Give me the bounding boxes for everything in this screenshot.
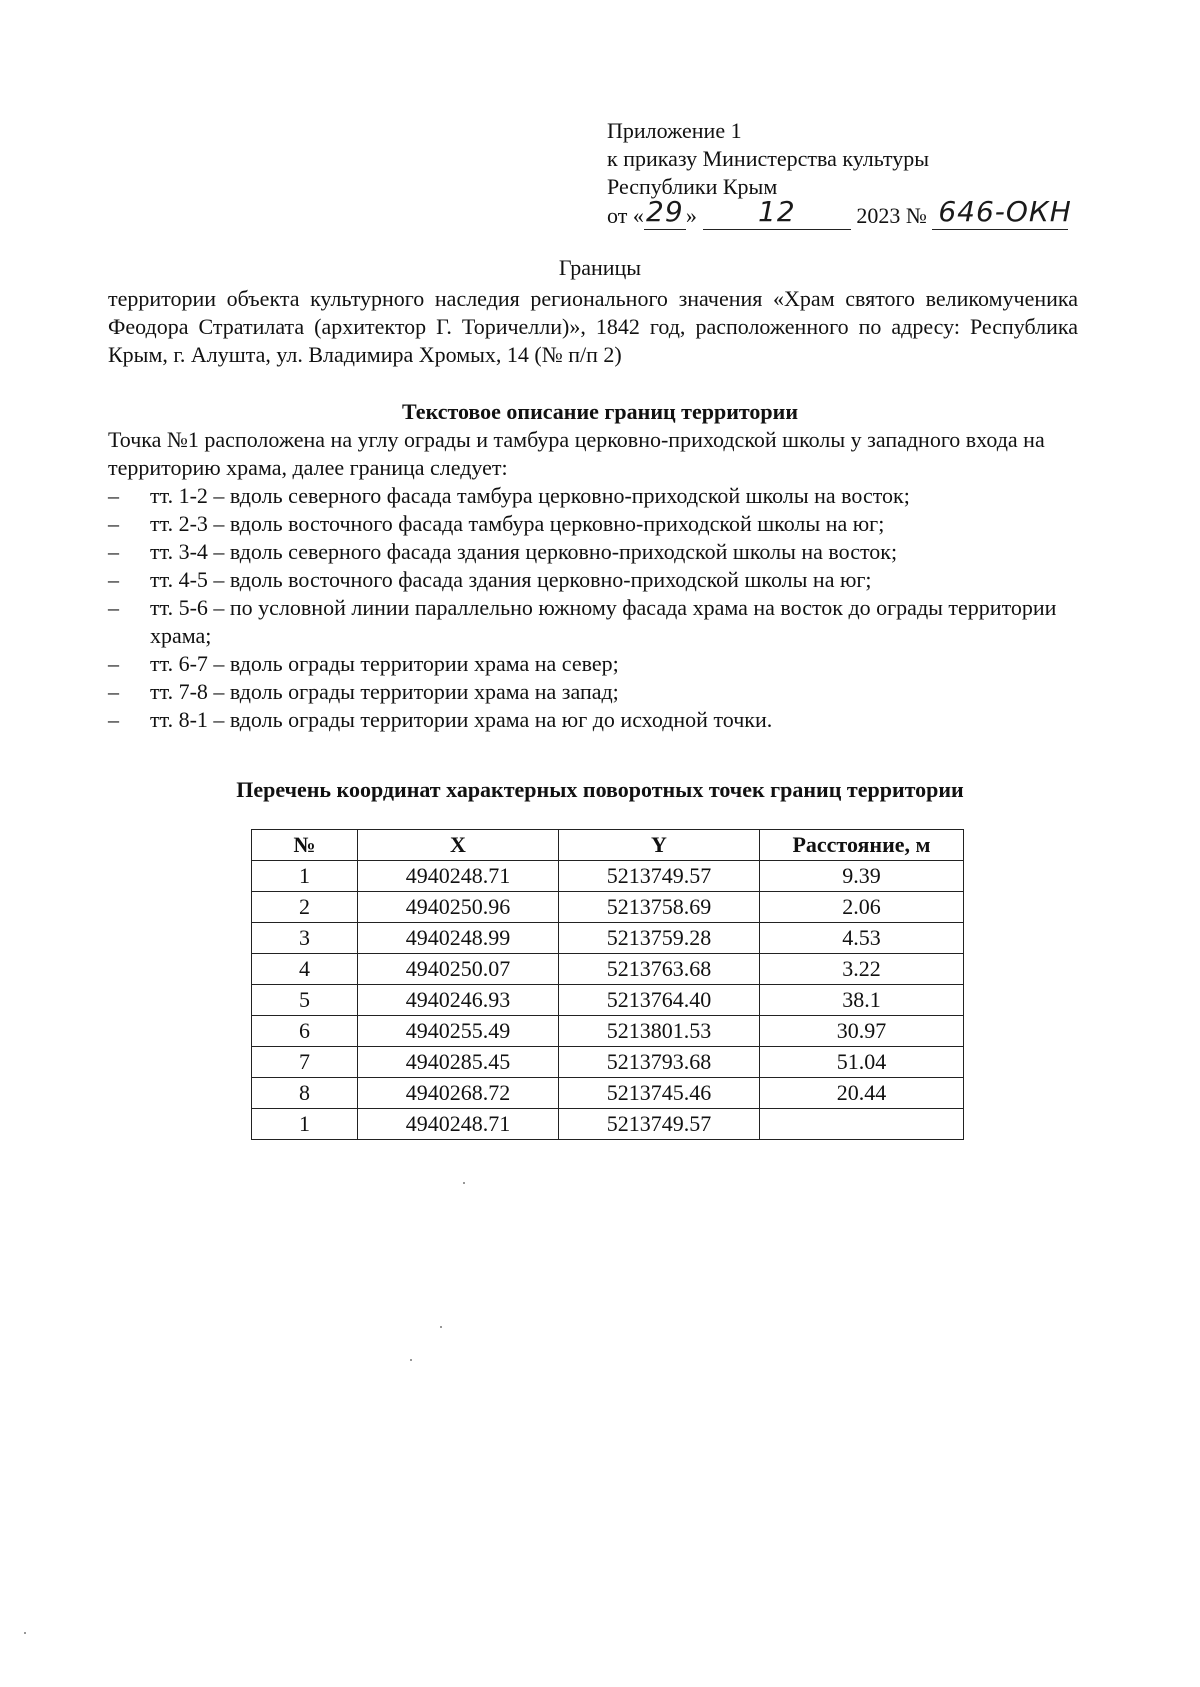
cell-x: 4940250.96 — [358, 892, 559, 923]
cell-number: 1 — [252, 1109, 358, 1140]
coordinates-table — [251, 829, 964, 1140]
table-row — [252, 1078, 964, 1109]
cell-distance: 38.1 — [760, 985, 964, 1016]
cell-y: 5213759.28 — [559, 923, 760, 954]
date-day: 29 — [644, 201, 686, 230]
column-header-y: Y — [559, 830, 760, 861]
dash-marker: – — [108, 567, 119, 592]
cell-x: 4940248.99 — [358, 923, 559, 954]
cell-distance: 9.39 — [760, 861, 964, 892]
list-item — [108, 566, 1078, 594]
segment-text: тт. 1-2 – вдоль северного фасада тамбура церковно-приходской школы на восток; — [150, 483, 910, 508]
cell-x: 4940285.45 — [358, 1047, 559, 1078]
cell-y: 5213801.53 — [559, 1016, 760, 1047]
scan-speck — [24, 1632, 26, 1634]
dash-marker: – — [108, 707, 119, 732]
cell-y: 5213749.57 — [559, 1109, 760, 1140]
cell-x: 4940248.71 — [358, 1109, 559, 1140]
coordinates-heading: Перечень координат характерных поворотных точек границ территории — [236, 777, 964, 802]
cell-y: 5213758.69 — [559, 892, 760, 923]
column-header-number: № — [252, 830, 358, 861]
scan-speck — [410, 1359, 412, 1361]
date-month: 12 — [703, 201, 851, 230]
column-header-distance: Расстояние, м — [760, 830, 964, 861]
list-item — [108, 538, 1078, 566]
cell-distance: 3.22 — [760, 954, 964, 985]
table-row — [252, 985, 964, 1016]
list-item — [108, 510, 1078, 538]
list-item — [108, 482, 1078, 510]
cell-x: 4940246.93 — [358, 985, 559, 1016]
cell-number: 4 — [252, 954, 358, 985]
text-description-heading: Текстовое описание границ территории — [401, 399, 799, 424]
segment-text: тт. 4-5 – вдоль восточного фасада здания церковно-приходской школы на юг; — [150, 567, 872, 592]
date-year: 2023 № — [856, 203, 927, 228]
cell-distance: 30.97 — [760, 1016, 964, 1047]
table-row — [252, 1047, 964, 1078]
cell-distance: 20.44 — [760, 1078, 964, 1109]
boundary-intro: Точка №1 расположена на углу ограды и тамбура церковно-приходской школы у западного входа на территорию храма, далее граница следует: — [108, 427, 1045, 480]
segment-text: тт. 6-7 – вдоль ограды территории храма на север; — [150, 651, 619, 676]
segment-text: тт. 7-8 – вдоль ограды территории храма на запад; — [150, 679, 619, 704]
appendix-label: Приложение 1 — [607, 118, 742, 143]
cell-x: 4940250.07 — [358, 954, 559, 985]
table-row — [252, 892, 964, 923]
list-item — [108, 678, 1078, 706]
republic-name: Республики Крым — [607, 174, 778, 199]
cell-distance: 2.06 — [760, 892, 964, 923]
table-row — [252, 1109, 964, 1140]
cell-number: 6 — [252, 1016, 358, 1047]
cell-number: 3 — [252, 923, 358, 954]
order-reference: к приказу Министерства культуры — [607, 146, 930, 171]
cell-x: 4940268.72 — [358, 1078, 559, 1109]
cell-y: 5213745.46 — [559, 1078, 760, 1109]
boundary-segments-list — [108, 482, 1078, 734]
table-row — [252, 923, 964, 954]
scan-speck — [440, 1326, 442, 1328]
segment-text: тт. 2-3 – вдоль восточного фасада тамбура церковно-приходской школы на юг; — [150, 511, 885, 536]
date-prefix: от « — [607, 203, 644, 228]
order-date-line — [607, 195, 1107, 230]
dash-marker: – — [108, 595, 119, 620]
list-item — [108, 650, 1078, 678]
dash-marker: – — [108, 483, 119, 508]
dash-marker: – — [108, 651, 119, 676]
segment-text: тт. 3-4 – вдоль северного фасада здания церковно-приходской школы на восток; — [150, 539, 898, 564]
date-mid: » — [685, 203, 697, 228]
dash-marker: – — [108, 539, 119, 564]
list-item — [108, 594, 1078, 650]
column-header-x: X — [358, 830, 559, 861]
cell-number: 7 — [252, 1047, 358, 1078]
table-header-row — [252, 830, 964, 861]
order-number: 646-ОКН — [932, 201, 1068, 230]
cell-x: 4940255.49 — [358, 1016, 559, 1047]
cell-y: 5213749.57 — [559, 861, 760, 892]
segment-text: тт. 8-1 – вдоль ограды территории храма на юг до исходной точки. — [150, 707, 773, 732]
object-description: территории объекта культурного наследия регионального значения «Храм святого великомученика Феодора Стратилата (архитектор Г. Торичелли)», 1842 год, расположенного по адресу: Республика Крым, г. Алушта, ул. Владимира Хромых, 14 (№ п/п 2) — [108, 286, 1078, 367]
approval-header — [607, 117, 1107, 230]
scan-speck — [463, 1182, 465, 1184]
cell-number: 5 — [252, 985, 358, 1016]
table-row — [252, 1016, 964, 1047]
table-row — [252, 861, 964, 892]
list-item — [108, 706, 1078, 734]
page-title: Границы — [558, 255, 642, 280]
segment-text: тт. 5-6 – по условной линии параллельно южному фасада храма на восток до ограды территории храма; — [150, 595, 1057, 648]
cell-distance: 51.04 — [760, 1047, 964, 1078]
cell-x: 4940248.71 — [358, 861, 559, 892]
dash-marker: – — [108, 511, 119, 536]
cell-number: 2 — [252, 892, 358, 923]
dash-marker: – — [108, 679, 119, 704]
table-row — [252, 954, 964, 985]
cell-number: 8 — [252, 1078, 358, 1109]
cell-distance — [760, 1109, 964, 1140]
cell-distance: 4.53 — [760, 923, 964, 954]
cell-y: 5213793.68 — [559, 1047, 760, 1078]
cell-number: 1 — [252, 861, 358, 892]
cell-y: 5213763.68 — [559, 954, 760, 985]
cell-y: 5213764.40 — [559, 985, 760, 1016]
